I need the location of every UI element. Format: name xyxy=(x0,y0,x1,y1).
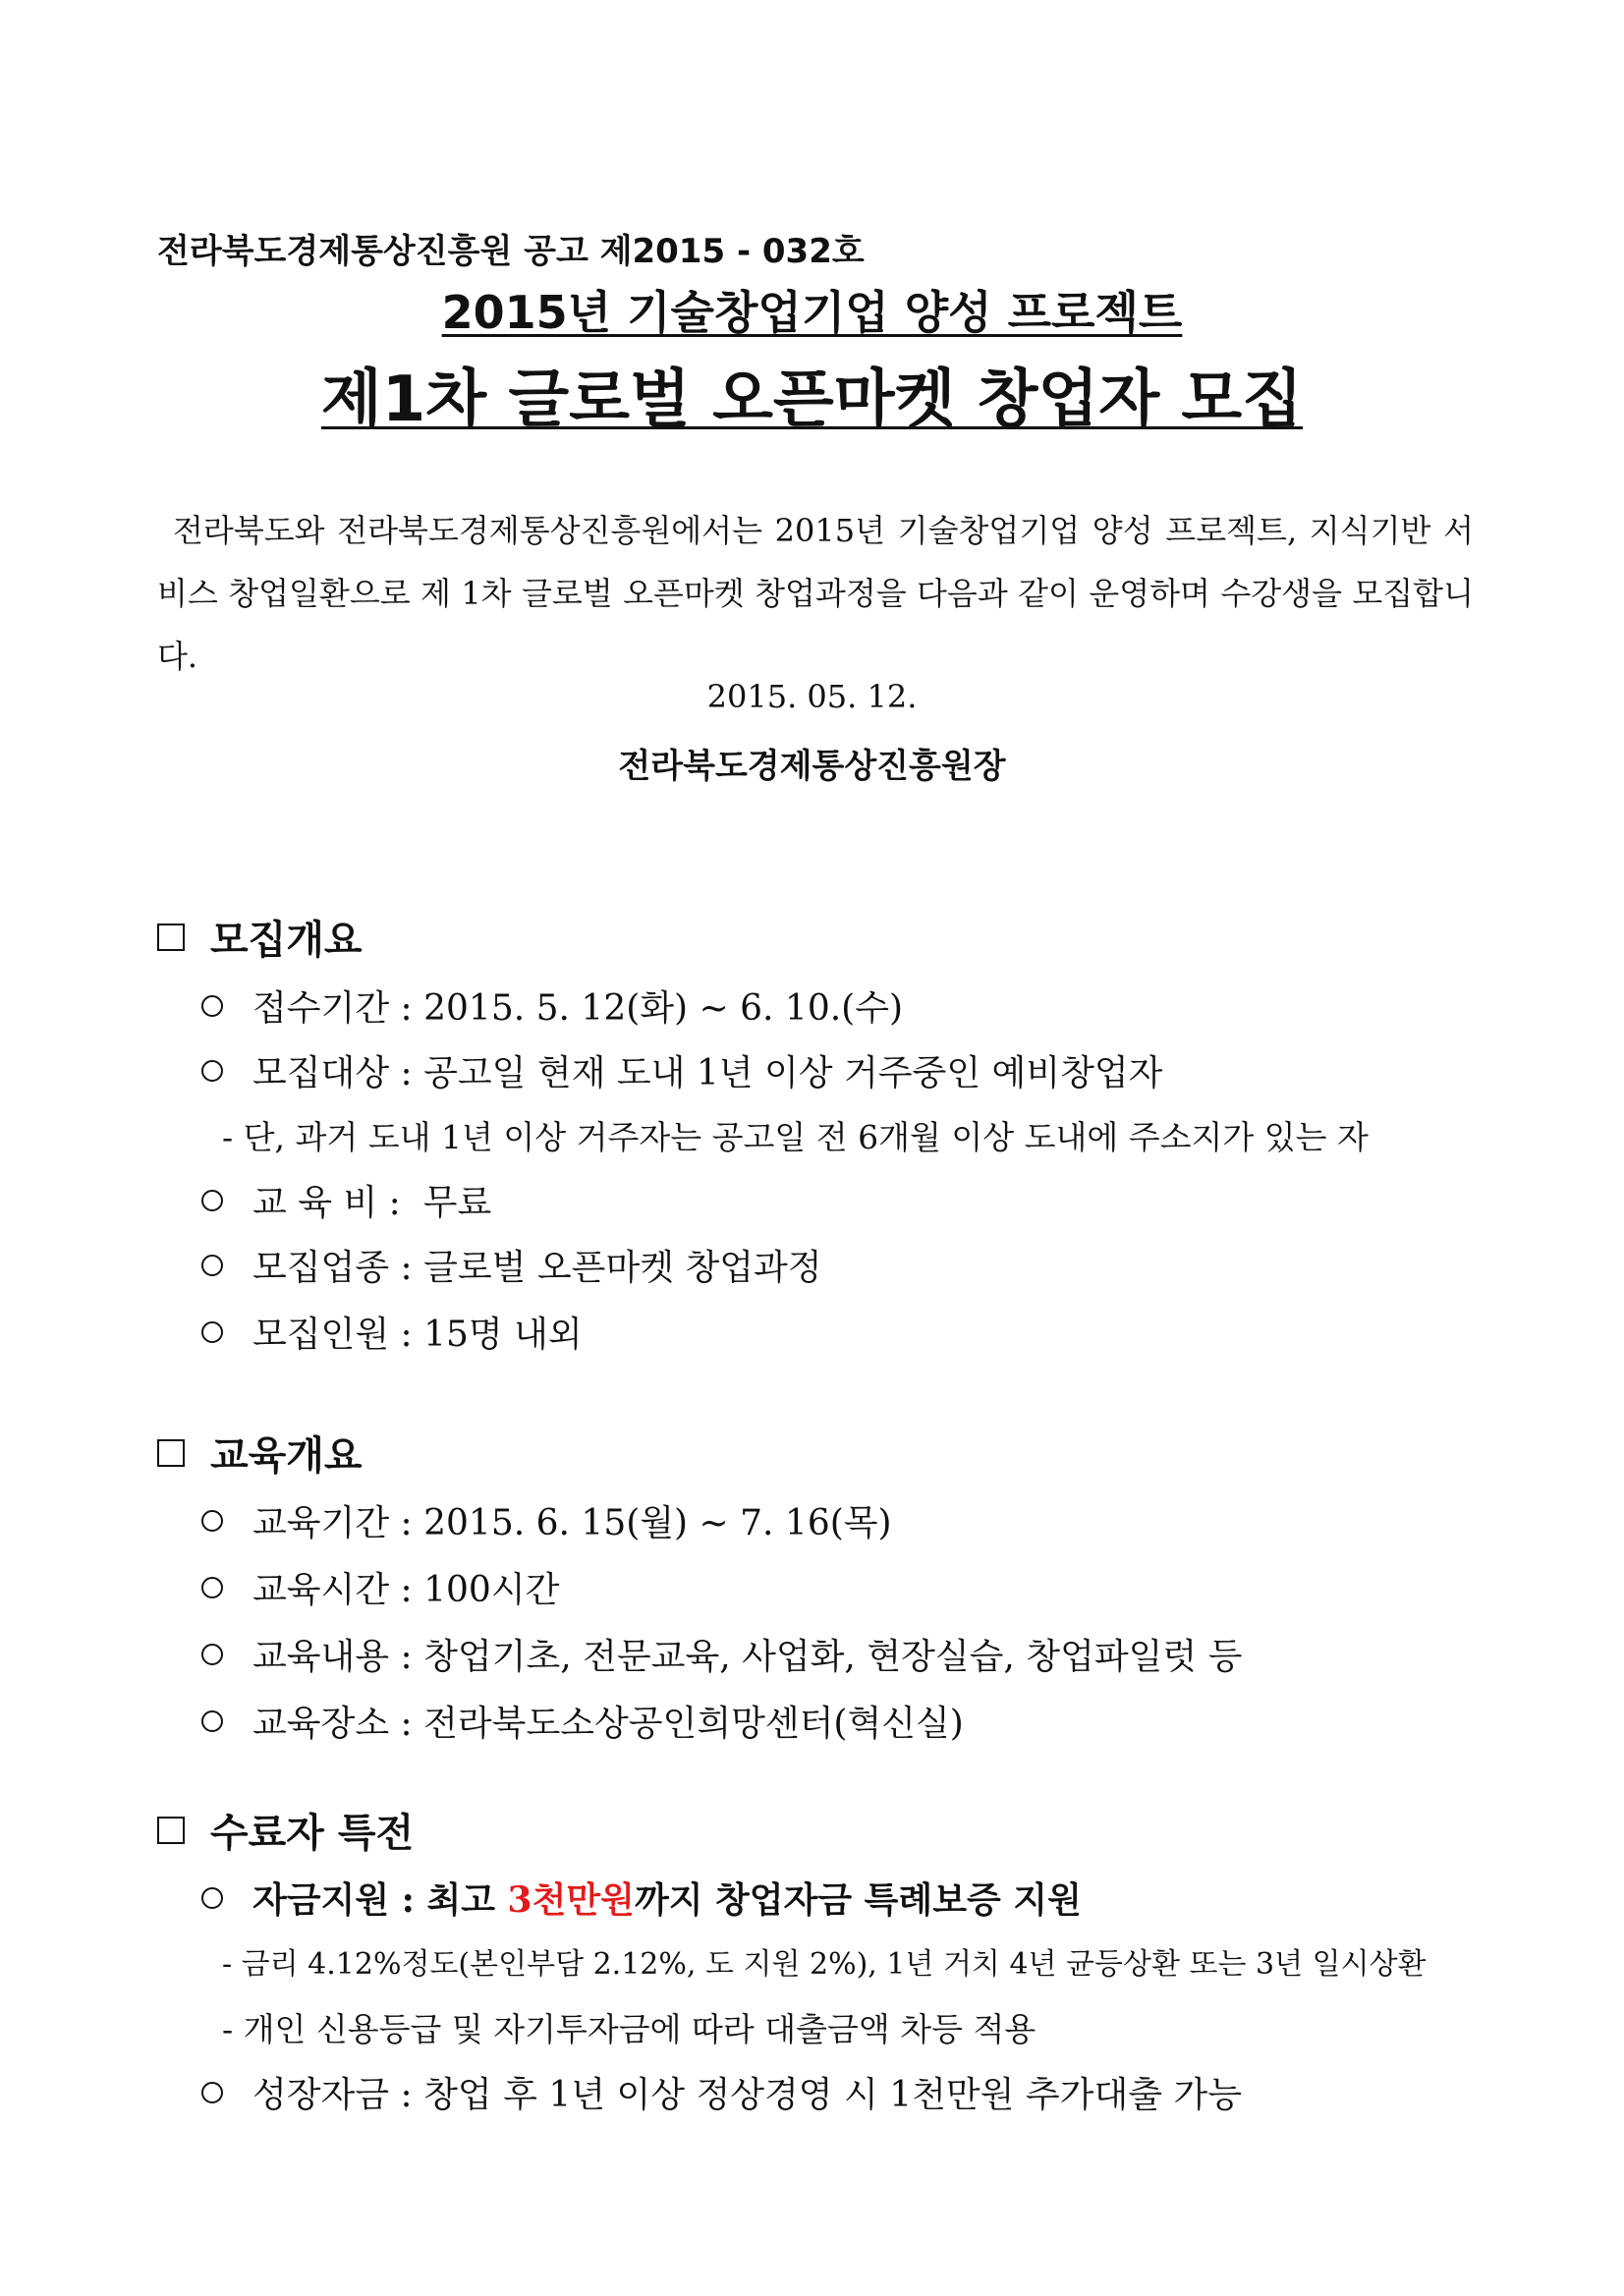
signer: 전라북도경제통상진흥원장 xyxy=(618,747,1006,786)
education-period: 교육기간 : 2015. 6. 15(월) ~ 7. 16(목) xyxy=(252,1503,892,1543)
circle-bullet-icon xyxy=(201,1644,223,1665)
circle-bullet-icon xyxy=(201,1190,223,1211)
recruitment-target-item xyxy=(201,1045,1162,1095)
main-title xyxy=(0,349,1624,439)
benefits-growth: 성장자금 : 창업 후 1년 이상 정상경영 시 1천만원 추가대출 가능 xyxy=(252,2075,1242,2115)
recruitment-headcount: 모집인원 : 15명 내외 xyxy=(252,1315,583,1355)
benefits-fund-note-rate: - 금리 4.12%정도(본인부담 2.12%, 도 지원 2%), 1년 거치 4년 균등상환 또는 3년 일시상환 xyxy=(222,1947,1427,1982)
checkbox-square-icon xyxy=(157,1817,185,1844)
announcement-date: 2015. 05. 12. xyxy=(706,678,918,715)
section-recruitment-heading xyxy=(157,909,363,965)
education-content: 교육내용 : 창업기초, 전문교육, 사업화, 현장실습, 창업파일럿 등 xyxy=(252,1637,1243,1677)
benefits-fund-item xyxy=(201,1873,1082,1923)
project-title-text: 2015년 기술창업기업 양성 프로젝트 xyxy=(441,286,1183,339)
recruitment-period-item xyxy=(201,980,903,1031)
section-benefits-heading xyxy=(157,1802,414,1858)
recruitment-period: 접수기간 : 2015. 5. 12(화) ~ 6. 10.(수) xyxy=(252,988,904,1029)
circle-bullet-icon xyxy=(201,1255,223,1276)
circle-bullet-icon xyxy=(201,2082,223,2103)
circle-bullet-icon xyxy=(201,1060,223,1082)
recruitment-field: 모집업종 : 글로벌 오픈마켓 창업과정 xyxy=(252,1248,822,1288)
circle-bullet-icon xyxy=(201,1710,223,1732)
section-benefits-title: 수료자 특전 xyxy=(210,1811,415,1856)
benefits-fund-note-credit: - 개인 신용등급 및 자기투자금에 따라 대출금액 차등 적용 xyxy=(222,2010,1036,2048)
circle-bullet-icon xyxy=(201,1887,223,1909)
section-education-heading xyxy=(157,1425,363,1481)
project-title xyxy=(0,277,1624,342)
intro-paragraph: 전라북도와 전라북도경제통상진흥원에서는 2015년 기술창업기업 양성 프로젝트, 지식기반 서비스 창업일환으로 제 1차 글로벌 오픈마켓 창업과정을 다음과 같이 운영하며 수강생을 모집합니다. xyxy=(157,512,1474,675)
recruitment-headcount-item xyxy=(201,1307,583,1357)
circle-bullet-icon xyxy=(201,995,223,1017)
benefits-growth-item xyxy=(201,2067,1242,2117)
benefits-fund-suffix: 까지 창업자금 특례보증 지원 xyxy=(634,1879,1082,1921)
benefits-fund xyxy=(252,1873,1082,1923)
checkbox-square-icon xyxy=(157,924,185,951)
education-content-item xyxy=(201,1629,1242,1679)
education-hours-item xyxy=(201,1562,559,1612)
education-period-item xyxy=(201,1495,892,1545)
circle-bullet-icon xyxy=(201,1321,223,1343)
checkbox-square-icon xyxy=(157,1439,185,1467)
recruitment-fee-item xyxy=(201,1175,491,1225)
education-hours: 교육시간 : 100시간 xyxy=(252,1570,560,1610)
benefits-fund-highlight: 3천만원 xyxy=(507,1879,635,1921)
education-location: 교육장소 : 전라북도소상공인희망센터(혁신실) xyxy=(252,1704,964,1744)
recruitment-fee: 교 육 비 : 무료 xyxy=(252,1183,492,1223)
benefits-fund-prefix: 자금지원 : 최고 xyxy=(252,1879,508,1921)
circle-bullet-icon xyxy=(201,1510,223,1532)
recruitment-target-note: - 단, 과거 도내 1년 이상 거주자는 공고일 전 6개월 이상 도내에 주소지가 있는 자 xyxy=(222,1118,1369,1156)
main-title-text: 제1차 글로벌 오픈마켓 창업자 모집 xyxy=(320,364,1304,436)
education-location-item xyxy=(201,1696,964,1746)
recruitment-field-item xyxy=(201,1240,822,1290)
section-education-title: 교육개요 xyxy=(210,1433,363,1479)
section-recruitment-title: 모집개요 xyxy=(210,918,363,963)
circle-bullet-icon xyxy=(201,1577,223,1598)
announcement-number: 전라북도경제통상진흥원 공고 제2015 - 032호 xyxy=(157,232,865,271)
recruitment-target: 모집대상 : 공고일 현재 도내 1년 이상 거주중인 예비창업자 xyxy=(252,1053,1163,1093)
